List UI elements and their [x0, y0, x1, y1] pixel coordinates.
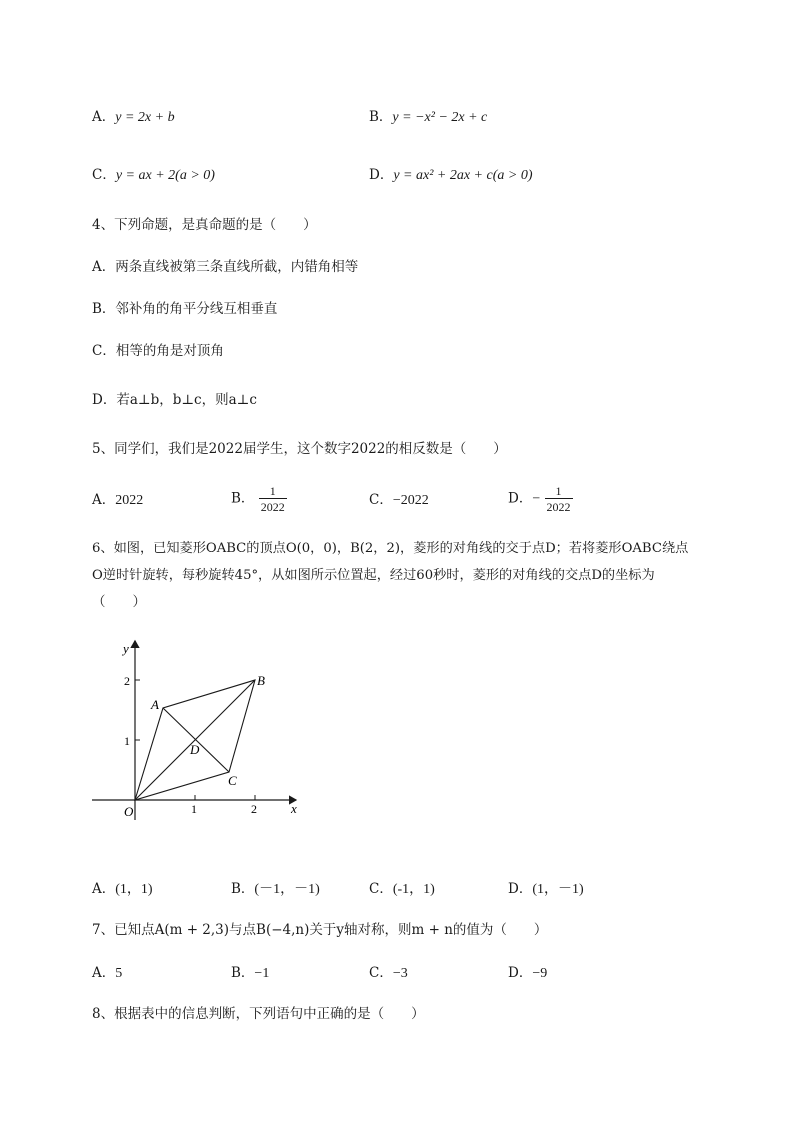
option-text: −1	[254, 966, 270, 981]
option-label: B．	[231, 881, 255, 897]
option-label: D．	[508, 881, 533, 897]
q4-option-c	[92, 342, 224, 360]
option-expression: y = −x² − 2x + c	[392, 110, 488, 125]
q3-option-d	[369, 166, 533, 185]
option-label: A．	[92, 109, 116, 125]
option-text: 相等的角是对顶角	[115, 343, 224, 359]
y-axis-label: y	[123, 641, 129, 656]
point-b-label: B	[257, 673, 265, 688]
option-text: 两条直线被第三条直线所截，内错角相等	[115, 259, 359, 275]
option-text: 若a⊥b，b⊥c，则a⊥c	[116, 392, 257, 408]
fraction	[545, 484, 573, 514]
q3-option-a	[92, 108, 175, 127]
option-label: D．	[508, 965, 533, 981]
q4-option-a	[92, 258, 358, 276]
option-label: D．	[508, 490, 533, 507]
fraction-denominator: 2022	[546, 500, 571, 514]
fraction-numerator: 1	[555, 484, 562, 498]
q5-option-d	[508, 484, 573, 514]
option-text: 邻补角的角平分线互相垂直	[115, 301, 278, 317]
option-label: C．	[369, 881, 393, 897]
q3-option-b	[369, 108, 487, 127]
q7-stem: 7、已知点A(m + 2,3)与点B(−4,n)关于y轴对称，则m + n的值为（ ）	[92, 922, 548, 938]
option-label: A．	[92, 881, 116, 897]
q7-option-a	[92, 964, 122, 983]
option-expression: y = ax + 2(a > 0)	[115, 168, 215, 183]
option-label: A．	[92, 492, 116, 508]
option-label: B．	[231, 965, 255, 981]
q6-stem-line-3: （ ）	[92, 594, 146, 610]
q8-stem: 8、根据表中的信息判断，下列语句中正确的是（ ）	[92, 1006, 425, 1022]
rhombus-figure	[88, 635, 318, 825]
option-text: −9	[532, 966, 548, 981]
option-label: D．	[92, 392, 117, 408]
x-tick-label-1: 1	[191, 802, 197, 816]
option-text: (－1，－1)	[254, 882, 320, 897]
q4-option-d	[92, 391, 257, 409]
y-tick-label-1: 1	[124, 734, 130, 748]
point-a-label: A	[151, 697, 159, 712]
q5-option-a	[92, 491, 143, 510]
option-text: (1，1)	[115, 882, 153, 897]
q4-stem: 4、下列命题，是真命题的是（ ）	[92, 217, 317, 233]
option-label: C．	[92, 167, 116, 183]
q7-option-c	[369, 964, 408, 983]
point-d-label: D	[190, 742, 200, 757]
point-c-label: C	[228, 773, 237, 788]
option-expression: y = ax² + 2ax + c(a > 0)	[393, 168, 533, 183]
minus-sign: −	[532, 491, 541, 507]
option-text: (-1，1)	[392, 882, 435, 897]
fraction-denominator: 2022	[260, 500, 285, 514]
option-label: C．	[92, 343, 116, 359]
q6-stem-line-2: O逆时针旋转，每秒旋转45°，从如图所示位置起，经过60秒时，菱形的对角线的交点D的坐标为	[92, 568, 655, 583]
q6-option-a	[92, 880, 153, 899]
option-text: 5	[115, 966, 123, 981]
q5-option-c	[369, 491, 429, 510]
option-label: A．	[92, 965, 116, 981]
option-label: B．	[92, 301, 116, 317]
x-axis-label: x	[291, 801, 297, 816]
option-expression: y = 2x + b	[115, 110, 175, 125]
q6-option-d	[508, 880, 584, 899]
x-tick-label-2: 2	[251, 802, 257, 816]
q6-option-b	[231, 880, 320, 899]
q3-option-c	[92, 166, 215, 185]
option-text: 2022	[115, 493, 144, 508]
option-text: (1，－1)	[532, 882, 584, 897]
fraction	[259, 484, 287, 514]
q7-option-b	[231, 964, 269, 983]
fraction-numerator: 1	[269, 484, 276, 498]
option-label: B．	[369, 109, 393, 125]
q5-stem: 5、同学们，我们是2022届学生，这个数字2022的相反数是（ ）	[92, 441, 507, 457]
q6-option-c	[369, 880, 435, 899]
option-label: A．	[92, 259, 116, 275]
q7-option-d	[508, 964, 547, 983]
option-text: −2022	[392, 493, 429, 508]
option-text: −3	[392, 966, 408, 981]
q5-option-b	[231, 484, 287, 514]
option-label: B．	[231, 490, 255, 507]
q4-option-b	[92, 300, 277, 318]
option-label: D．	[369, 167, 394, 183]
y-tick-label-2: 2	[124, 674, 130, 688]
q6-stem-line-1: 6、如图，已知菱形OABC的顶点O(0，0)，B(2，2)，菱形的对角线的交于点D；若将菱形OABC绕点	[92, 541, 689, 556]
option-label: C．	[369, 965, 393, 981]
origin-label: O	[124, 804, 134, 819]
option-label: C．	[369, 492, 393, 508]
